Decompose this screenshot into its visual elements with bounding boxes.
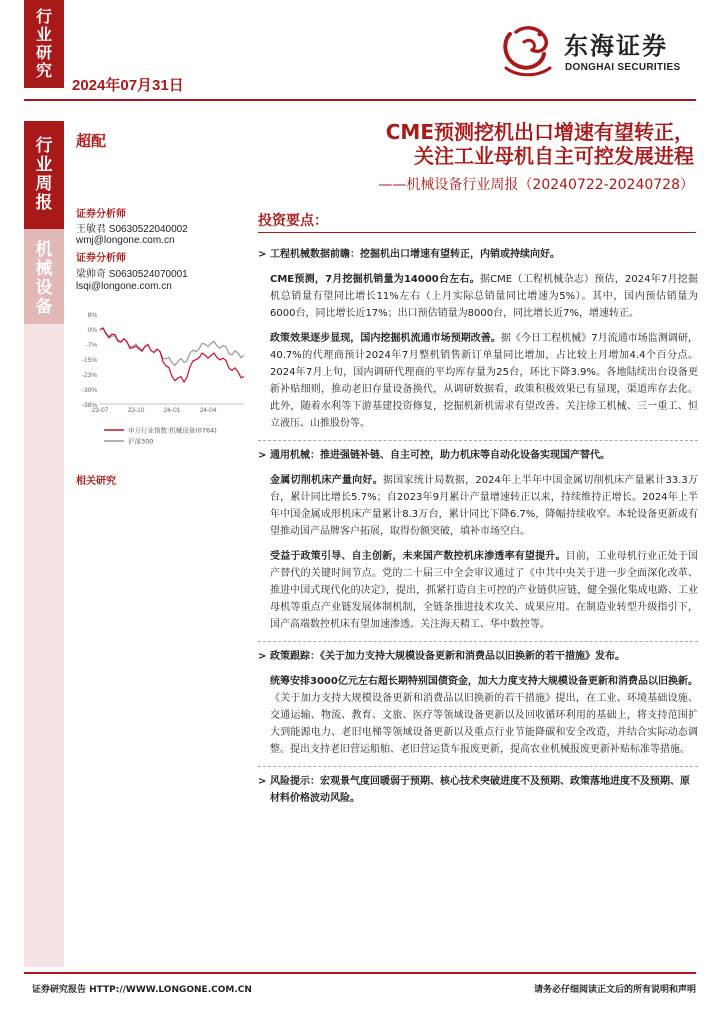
bullet-lead: 风险提示： <box>270 776 320 787</box>
section-rule <box>258 232 696 233</box>
divider <box>258 766 698 767</box>
related-research-label: 相关研究 <box>76 476 116 487</box>
x-tick-label: 24-04 <box>199 407 217 414</box>
footer-left[interactable]: 证券研究报告 HTTP://WWW.LONGONE.COM.CN <box>32 985 252 995</box>
bullet-lead: 政策跟踪： <box>270 651 320 662</box>
report-type-char: 业 <box>35 155 53 175</box>
y-tick-label: -30% <box>81 387 97 394</box>
y-tick-label: 0% <box>87 327 97 334</box>
y-tick-label: -15% <box>81 357 97 364</box>
category-tab <box>24 0 64 88</box>
title-line-1: CME预测挖机出口增速有望转正， <box>385 120 694 144</box>
report-type-text <box>24 137 64 213</box>
paragraph <box>258 330 698 432</box>
analyst-label: 证券分析师 <box>76 253 126 264</box>
paragraph <box>258 548 698 633</box>
report-subtitle: ——机械设备行业周报（20240722-20240728） <box>378 177 694 193</box>
report-type-char: 报 <box>35 193 53 213</box>
divider <box>258 641 698 642</box>
report-type-char: 行 <box>35 136 53 156</box>
header-divider <box>24 99 696 101</box>
logo-chinese-name: 东海证券 <box>564 31 668 60</box>
paragraph <box>258 271 698 322</box>
x-tick-label: 23-07 <box>91 407 109 414</box>
paragraph-lead: 受益于政策引导、自主创新，未来国产数控机床渗透率有望提升。 <box>270 551 566 562</box>
title-line-2: 关注工业母机自主可控发展进程 <box>414 144 694 168</box>
legend-label: 沪深300 <box>128 437 154 446</box>
bullet-construction-machinery: > 工程机械数据前瞻：挖掘机出口增速有望转正，内销或持续向好。 <box>258 246 698 263</box>
category-char: 业 <box>35 25 52 44</box>
bullet-risk <box>258 773 698 807</box>
bullet-body: 宏观景气度回暖弱于预期、核心技术突破进度不及预期、政策落地进度不及预期、原材料价格波动风险。 <box>270 776 690 804</box>
paragraph-body: 《关于加力支持大规模设备更新和消费品以旧换新的若干措施》提出，在工业、环境基础设施、交通运输、物流、教育、文旅、医疗等领域设备更新以及回收循环利用的基础上，将支持范围扩大到能源电力、老旧电梯等领域设备更新以及重点行业节能降碳和安全改造，并结合实际动态调整。提出支持老旧营运船舶、老旧营运货车报废更新，提高农业机械报废更新补贴标准等措施。 <box>270 693 698 755</box>
analyst-name: 王敏君 S0630522040002 <box>76 224 188 235</box>
category-char: 究 <box>35 61 52 80</box>
footer-divider <box>24 972 696 974</box>
paragraph-body: 据CME（工程机械杂志）预估，2024年7月挖掘机总销量有望同比增长11%左右（上月实际总销量同比增速为5%）。其中，国内预估销量为6000台，同比增长近17%；出口预估销量为8000台，同比增长近7%，增速转正。 <box>270 274 698 319</box>
index-performance-chart <box>76 306 250 466</box>
category-char: 研 <box>35 43 52 62</box>
series-line <box>100 328 244 382</box>
bullet-policy <box>258 648 698 665</box>
bullet-general-machinery: > 通用机械：推进强链补链、自主可控，助力机床等自动化设备实现国产替代。 <box>258 447 698 464</box>
x-tick-label: 23-10 <box>127 407 145 414</box>
paragraph <box>258 472 698 540</box>
y-tick-label: -23% <box>81 372 97 379</box>
industry-char: 备 <box>35 297 53 317</box>
logo-english-name: DONGHAI SECURITIES <box>565 62 681 73</box>
main-content <box>258 240 698 807</box>
industry-text <box>24 241 64 317</box>
report-date: 2024年07月31日 <box>72 77 184 94</box>
company-logo <box>496 20 696 80</box>
sidebar-strip <box>24 229 64 967</box>
report-type-char: 周 <box>35 174 53 194</box>
analyst-email[interactable]: wmj@longone.com.cn <box>76 235 175 246</box>
bullet-body: 《关于加力支持大规模设备更新和消费品以旧换新的若干措施》发布。 <box>320 651 625 662</box>
chart-svg <box>76 306 250 466</box>
paragraph-body: 据国家统计局数据，2024年上半年中国金属切削机床产量累计33.3万台，累计同比增长5.7%；自2023年9月累计产量增速转正以来，持续维持正增长。2024年上半年中国金属成形机床产量累计8.3万台，累计同比下降6.7%，降幅持续收窄。本轮设备更新或有望推动国产品牌客户拓展，取得份额突破，填补市场空白。 <box>270 475 699 537</box>
report-title <box>386 120 694 168</box>
analyst-email[interactable]: lsqi@longone.com.cn <box>76 281 172 292</box>
paragraph-lead: CME预测，7月挖掘机销量为14000台左右。 <box>270 274 480 285</box>
y-tick-label: -38% <box>81 402 97 409</box>
report-type-tab <box>24 121 64 229</box>
paragraph-body: 目前，工业母机行业正处于国产替代的关键时间节点。党的二十届三中全会审议通过了《中共中央关于进一步全面深化改革、推进中国式现代化的决定》，提出，抓紧打造自主可控的产业链供应链，健全强化集成电路、工业母机等重点产业链发展体制机制，全链条推进技术攻关、成果应用。在制造业转型升级指引下，国产高端数控机床有望加速渗透。关注海天精工、华中数控等。 <box>270 551 699 630</box>
y-tick-label: 8% <box>87 312 97 319</box>
paragraph-lead: 政策效果逐步显现，国内挖掘机流通市场预期改善。 <box>270 333 501 344</box>
footer-disclaimer: 请务必仔细阅读正文后的所有说明和声明 <box>533 985 696 995</box>
paragraph-lead: 统筹安排3000亿元左右超长期特别国债资金，加大力度支持大规模设备更新和消费品以旧换新。 <box>270 676 698 687</box>
industry-char: 设 <box>35 278 53 298</box>
legend-label: 申万行业指数:机械设备(0764) <box>128 426 217 435</box>
x-tick-label: 24-01 <box>163 407 181 414</box>
dragon-logo-icon <box>496 20 560 80</box>
analyst-label: 证券分析师 <box>76 209 126 220</box>
category-text <box>24 8 64 80</box>
y-tick-label: -7% <box>85 342 97 349</box>
paragraph-lead: 金属切削机床产量向好。 <box>270 475 383 486</box>
section-title: 投资要点： <box>258 213 328 229</box>
industry-char: 机 <box>35 240 53 260</box>
investment-rating: 超配 <box>76 132 107 150</box>
divider <box>258 440 698 441</box>
analyst-name: 梁帅奇 S0630524070001 <box>76 269 188 280</box>
paragraph-body: 据《今日工程机械》7月流通市场监测调研，40.7%的代理商预计2024年7月整机销售新订单量同比增加，占比较上月增加4.4个百分点。2024年7月上旬，国内调研代理商的平均库存量为25台，环比下降3.9%。各地陆续出台设备更新补贴细则，推动老旧存量设备换代，从调研数据看，政策积极效果已有显现，渠道库存去化。此外，随着水利等下游基建投资修复，挖掘机新机需求有望改善。关注徐工机械、三一重工、恒立液压、山推股份等。 <box>270 333 698 429</box>
industry-tab <box>24 229 64 324</box>
series-line <box>100 329 244 366</box>
category-char: 行 <box>35 7 52 26</box>
industry-char: 械 <box>35 259 53 279</box>
paragraph <box>258 673 698 758</box>
